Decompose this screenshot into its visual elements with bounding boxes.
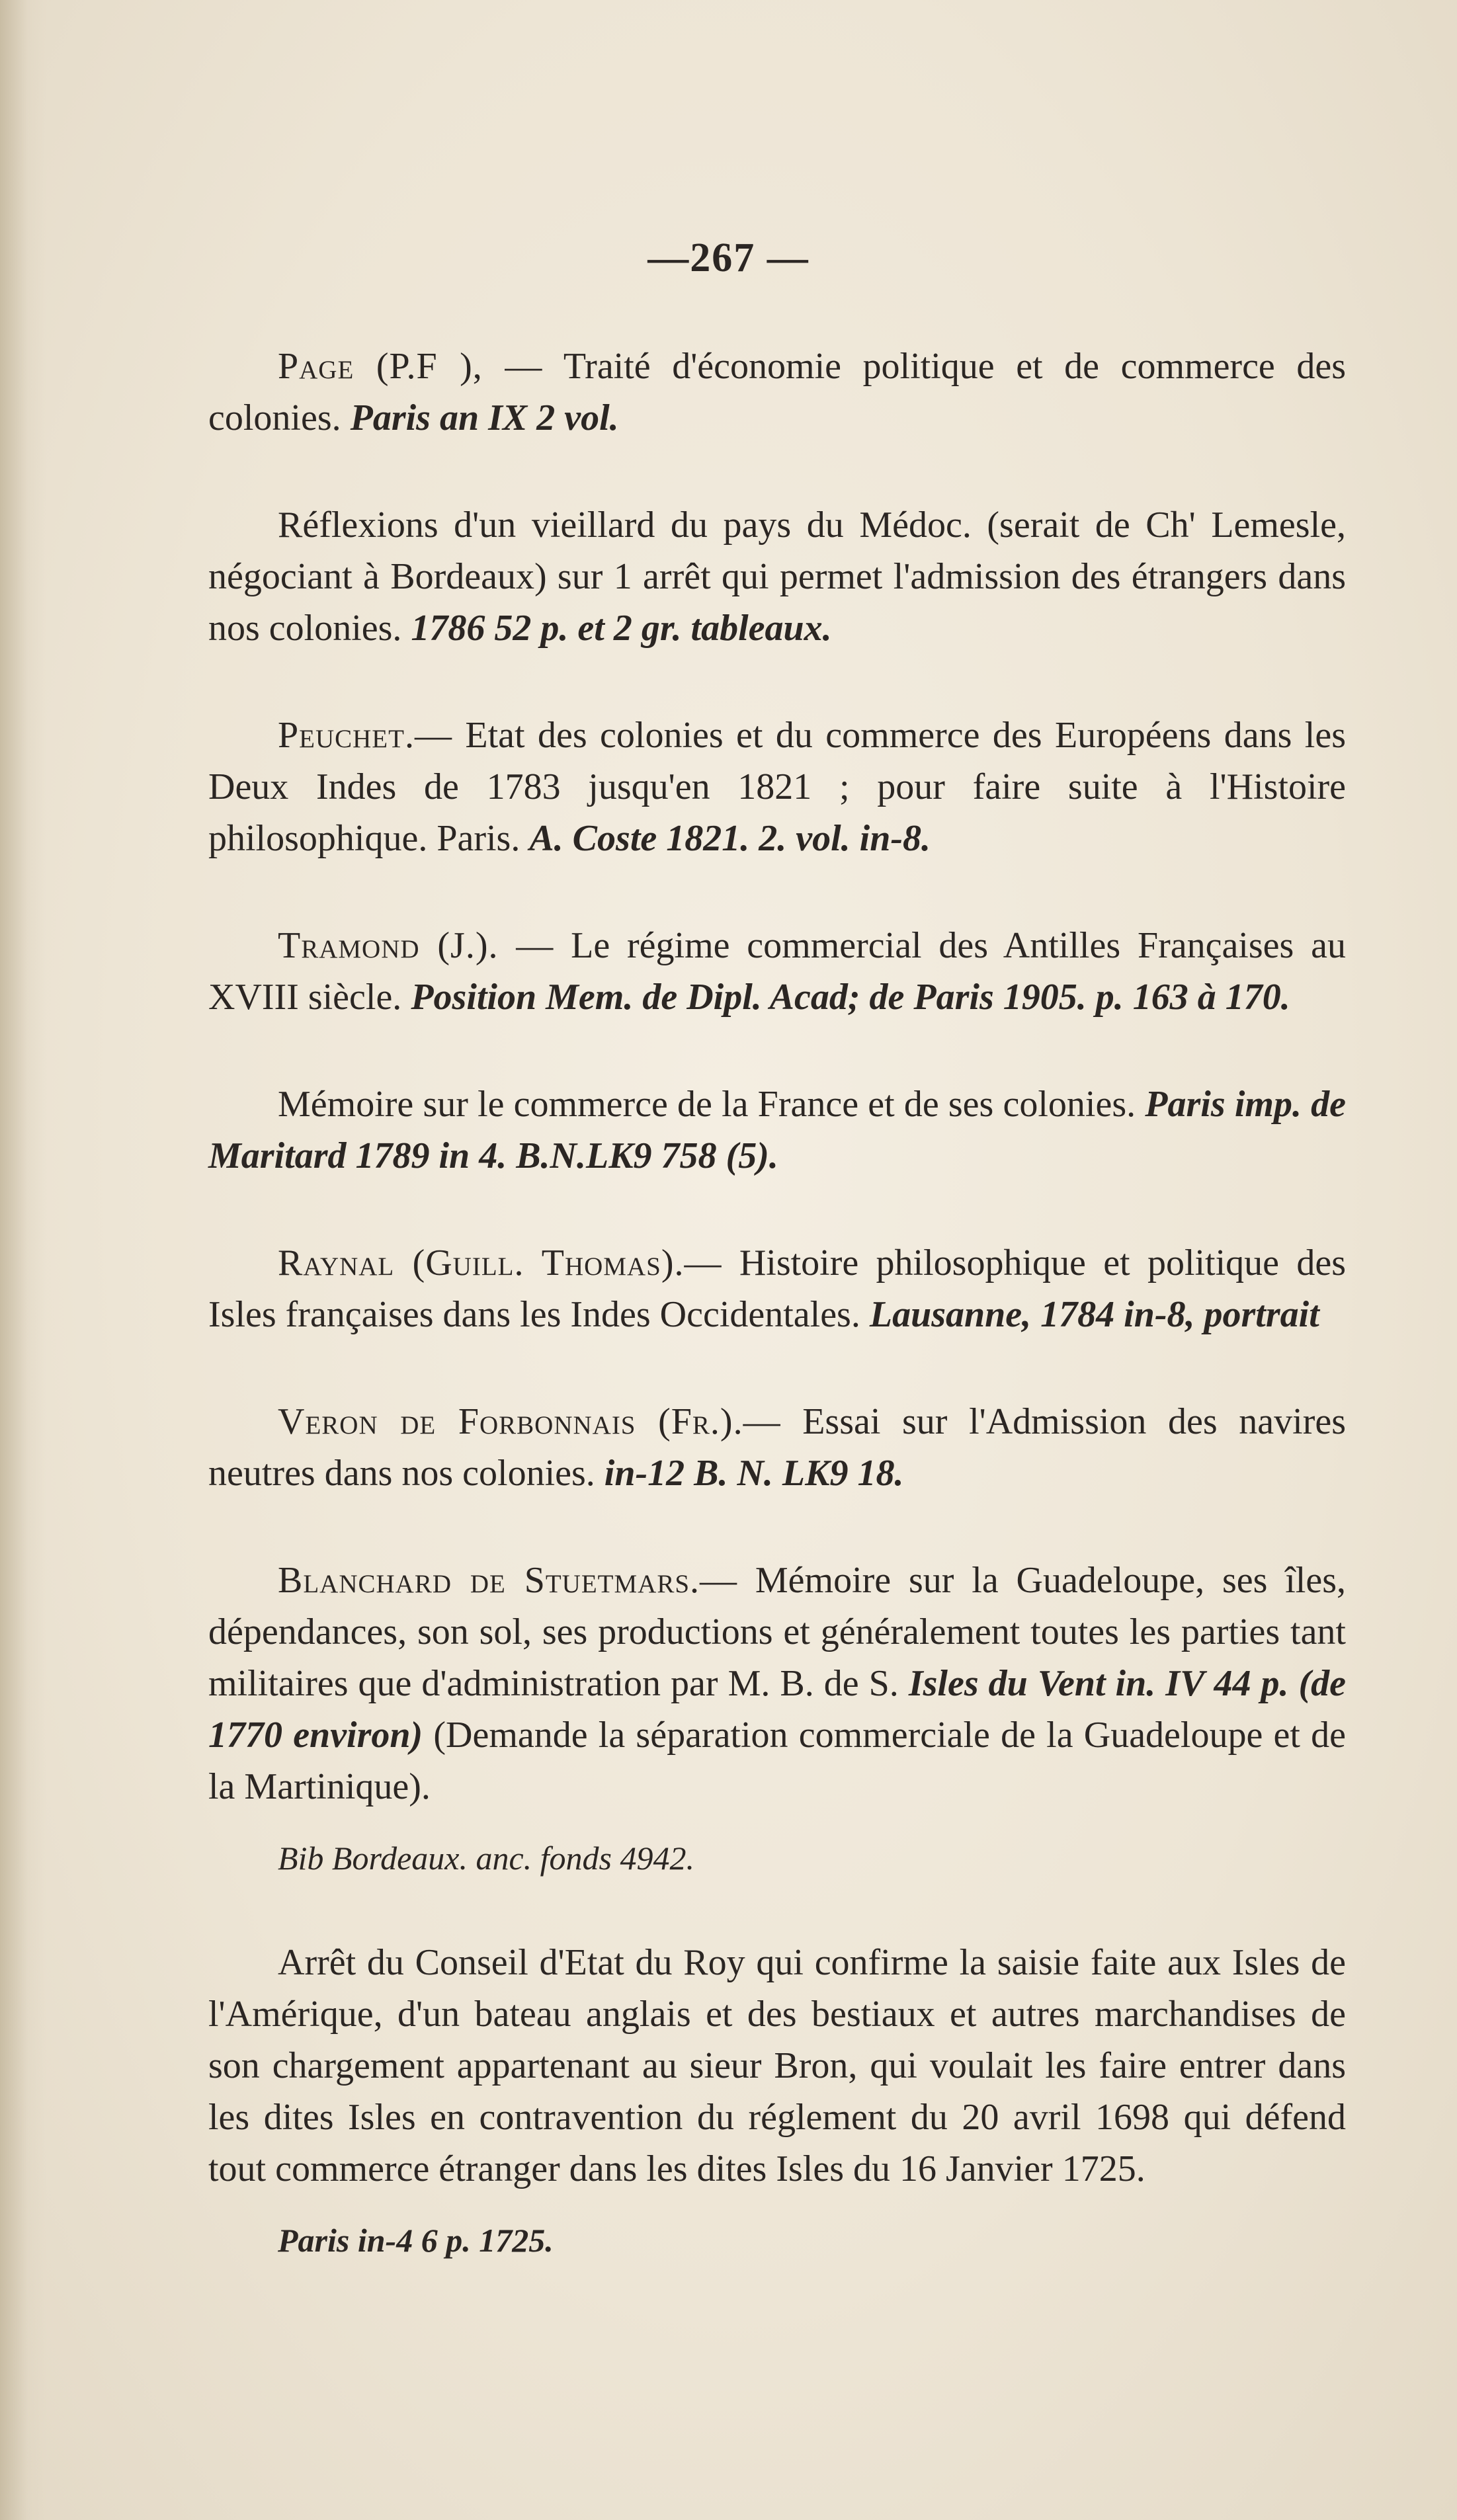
entry-text: Traité d'économie politique et de commerce des colonies. xyxy=(208,346,1346,438)
entry-veron xyxy=(208,1396,1346,1499)
entry-author: Page (P.F ), — xyxy=(278,346,543,387)
entry-tramond xyxy=(208,920,1346,1023)
page-edge-shadow xyxy=(0,0,46,2520)
entry-text: Mémoire sur le commerce de la France et de ses colonies. xyxy=(278,1084,1145,1125)
entry-page xyxy=(208,341,1346,444)
entry-memoire-commerce xyxy=(208,1078,1346,1182)
library-note: Bib Bordeaux. anc. fonds 4942. xyxy=(278,1840,695,1877)
entry-text: Histoire philosophique et politique des Isles françaises dans les Indes Occidentales. xyxy=(208,1242,1346,1335)
entry-author: Raynal (Guill. Thomas).— xyxy=(278,1242,722,1283)
page-number: —267 — xyxy=(647,235,810,280)
entry-author: Peuchet.— xyxy=(278,715,452,756)
entry-arret-source: Paris in-4 6 p. 1725. xyxy=(278,2222,554,2259)
entry-text: Réflexions d'un vieillard du pays du Médoc. (serait de Ch' Lemesle, négociant à Bordeaux) sur 1 arrêt qui permet l'admission des étrangers dans nos colonies. xyxy=(208,505,1346,649)
entry-arret xyxy=(208,1937,1346,2195)
entry-source: Paris imp. de Maritard 1789 in 4. B.N.LK9 758 (5). xyxy=(208,1084,1346,1176)
entry-raynal xyxy=(208,1237,1346,1340)
entry-source: Lausanne, 1784 in-8, portrait xyxy=(869,1294,1319,1335)
entry-text: Le régime commercial des Antilles Françaises au XVIII siècle. xyxy=(208,925,1346,1018)
bibliography-list xyxy=(208,341,1346,2319)
entry-source: Paris an IX 2 vol. xyxy=(350,397,619,438)
entry-text: Essai sur l'Admission des navires neutres dans nos colonies. xyxy=(208,1401,1347,1494)
entry-source: in-12 B. N. LK9 18. xyxy=(604,1453,904,1494)
entry-text: Mémoire sur la Guadeloupe, ses îles, dépendances, son sol, ses productions et généralement toutes les parties tant militaires que d'administration par M. B. de S. xyxy=(208,1560,1346,1704)
entry-text: Etat des colonies et du commerce des Européens dans les Deux Indes de 1783 jusqu'en 1821 ; pour faire suite à l'Histoire philosophique. Paris. xyxy=(208,715,1346,859)
entry-blanchard xyxy=(208,1555,1346,1812)
entry-author: Tramond (J.). — xyxy=(278,925,554,966)
entry-reflexions xyxy=(208,499,1346,654)
entry-source: 1786 52 p. et 2 gr. tableaux. xyxy=(411,608,832,649)
entry-text-after: (Demande la séparation commerciale de la Guadeloupe et de la Martinique). xyxy=(208,1715,1346,1807)
entry-author: Veron de Forbonnais (Fr.).— xyxy=(278,1401,781,1442)
entry-author: Blanchard de Stuetmars.— xyxy=(278,1560,738,1601)
entry-peuchet xyxy=(208,710,1346,864)
entry-source: Isles du Vent in. IV 44 p. (de 1770 environ) xyxy=(208,1663,1346,1756)
entry-text: Arrêt du Conseil d'Etat du Roy qui confirme la saisie faite aux Isles de l'Amérique, d'un bateau anglais et des bestiaux et autres marchandises de son chargement appartenant au sieur Bron, qui voulait les faire entrer dans les dites Isles en contravention du réglement du 20 avril 1698 qui défend tout commerce étranger dans les dites Isles du 16 Janvier 1725. xyxy=(208,1942,1346,2189)
entry-source: Position Mem. de Dipl. Acad; de Paris 1905. p. 163 à 170. xyxy=(411,977,1290,1018)
entry-source: A. Coste 1821. 2. vol. in-8. xyxy=(529,818,931,859)
